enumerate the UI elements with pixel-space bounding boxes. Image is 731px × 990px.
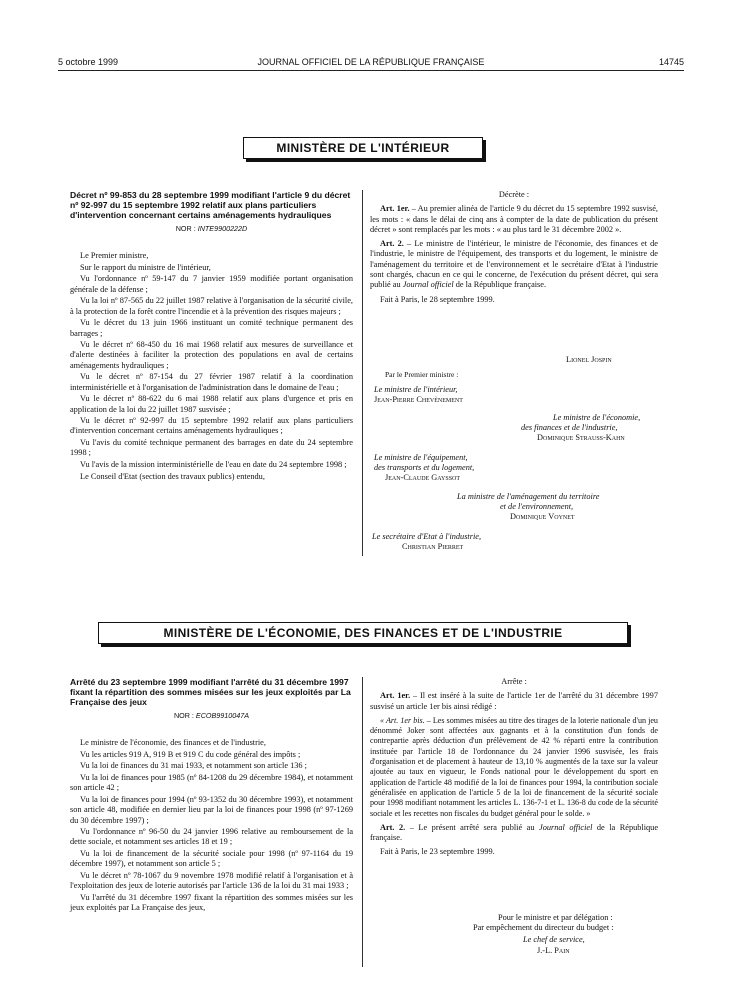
page-header: [58, 57, 684, 71]
visa-line: Vu la loi de finances du 31 mai 1933, et notamment son article 136 ;: [80, 761, 307, 771]
arrete-nor: [70, 711, 353, 721]
visa-line: Vu l'ordonnance nº 96-50 du 24 janvier 1996 relative au remboursement de la dette sociale, et notamment ses articles 18 et 19 ;: [70, 827, 353, 847]
ministry-heading-economie: MINISTÈRE DE L'ÉCONOMIE, DES FINANCES ET DE L'INDUSTRIE: [98, 622, 628, 644]
arrete-article-2: [370, 823, 658, 844]
header-journal: JOURNAL OFFICIEL DE LA RÉPUBLIQUE FRANÇAISE: [257, 57, 485, 67]
visa-line: Le ministre de l'économie, des finances et de l'industrie,: [80, 738, 266, 748]
visa-line: Vu la loi de financement de la sécurité sociale pour 1998 (nº 97-1164 du 19 décembre 1997), et notamment son article 5 ;: [70, 849, 353, 869]
minister-title: des transports et du logement,: [374, 463, 475, 472]
arrete-line: Arrête :: [501, 677, 527, 686]
visa-line: Vu le décret nº 87-154 du 27 février 1987 relatif à la coordination interministérielle et à l'organisation de l'administration dans le domaine de l'eau ;: [70, 372, 353, 392]
decret-nor: [70, 224, 353, 234]
delegation-line: Pour le ministre et par délégation :: [498, 913, 613, 922]
decret-nor-code: INTE9900222D: [197, 224, 248, 233]
signer-title: Le chef de service,: [523, 935, 585, 944]
article-2-text-end: de la République française.: [453, 280, 547, 290]
minister-title: Le ministre de l'économie,: [553, 413, 641, 422]
visa-line: Le Conseil d'Etat (section des travaux publics) entendu,: [80, 471, 265, 481]
article-1-label: Art. 1er.: [380, 204, 410, 214]
article-2-text: – Le ministre de l'intérieur, le ministre de l'économie, des finances et de l'industrie, le ministre de l'équipement, des transports et du logement, le ministre de l'aménagement du territoire et de l'environnement et le secrétaire d'Etat à l'industrie sont chargés, chacun en ce qui le concerne, de l'exécution du présent décret, qui sera publié au: [370, 239, 658, 290]
minister-title: et de l'environnement,: [500, 502, 574, 511]
minister-name: Jean-Pierre Chevènement: [374, 395, 463, 404]
decret-right-column: [370, 190, 658, 306]
visa-line: Vu l'arrêté du 31 décembre 1997 fixant la répartition des sommes misées sur les jeux exploités par La Française des jeux,: [70, 892, 353, 913]
decret-fait-line: Fait à Paris, le 28 septembre 1999.: [380, 294, 495, 304]
minister-title: Le ministre de l'équipement,: [374, 453, 468, 462]
visa-line: Vu le décret du 13 juin 1966 instituant un comité technique permanent des barrages ;: [70, 318, 353, 338]
visa-line: Vu la loi de finances pour 1985 (nº 84-1208 du 29 décembre 1984), et notamment son article 42 ;: [70, 773, 353, 793]
arrete-article-1-bis: [370, 716, 658, 819]
decret-title: Décret nº 99-853 du 28 septembre 1999 modifiant l'article 9 du décret nº 92-997 du 15 septembre 1992 relatif aux plans particuliers d'intervention concernant certains aménagements hydrauliques: [70, 190, 351, 220]
header-date: 5 octobre 1999: [58, 57, 119, 67]
visa-line: Le Premier ministre,: [80, 251, 149, 261]
arrete-left-column: [70, 677, 353, 915]
minister-name: Dominique Voynet: [510, 512, 575, 521]
decret-nor-label: NOR :: [175, 224, 196, 233]
article-1-bis-text: – Les sommes misées au titre des tirages de la loterie nationale d'un jeu dénommé Joker sont affectées aux gagnants et à la constitution d'un fonds de contrepartie après déduction d'un prélèvement de 42 % réparti entre la contribution instituée par l'article 18 de l'ordonnance du 24 janvier 1996 susvisée, les frais d'organisation et de placement à hauteur de 13,10 % augmentés de la taxe sur la valeur ajoutée au taux en vigueur, le Fonds national pour le développement du sport en application de l'article 48 modifié de la loi de finances pour 1994, la contribution sociale généralisée en application de l'article 5 de la loi de financement de la sécurité sociale pour 1998 modifiant notamment les articles L. 136-7-1 et L. 136-8 du code de la sécurité sociale et les recettes non fiscales du budget général pour le solde. »: [370, 715, 658, 818]
signer-name: Lionel Jospin: [566, 355, 612, 364]
visa-line: Vu les articles 919 A, 919 B et 919 C du code général des impôts ;: [80, 749, 301, 759]
column-divider: [362, 190, 363, 556]
decret-article-1: [370, 204, 658, 235]
visa-line: Vu la loi de finances pour 1994 (nº 93-1352 du 30 décembre 1993), et notamment son article 48, modifiée en dernier lieu par la loi de finances pour 1998 (nº 97-1269 du 30 décembre 1997) ;: [70, 794, 353, 825]
minister-name: Dominique Strauss-Kahn: [537, 433, 625, 442]
decret-article-2: [370, 239, 658, 290]
ministry-heading-interieur: MINISTÈRE DE L'INTÉRIEUR: [243, 137, 483, 159]
visa-line: Vu le décret nº 92-997 du 15 septembre 1992 relatif aux plans particuliers d'intervention concernant certains aménagements hydrauliques ;: [70, 416, 353, 436]
arrete-nor-label: NOR :: [173, 711, 194, 720]
minister-title: Le ministre de l'intérieur,: [374, 385, 458, 394]
signer-name: J.-L. Pain: [537, 946, 570, 955]
article-1-text: – Au premier alinéa de l'article 9 du décret du 15 septembre 1992 susvisé, les mots : « dans le délai de cinq ans à compter de la date de publication du présent décret » sont remplacés par les mots : « au plus tard le 31 décembre 2002 ».: [370, 204, 658, 234]
decrete-line: Décrète :: [498, 190, 530, 199]
column-divider: [362, 677, 363, 967]
arrete-right-column: [370, 677, 658, 859]
article-2-text: – Le présent arrêté sera publié au: [405, 822, 540, 832]
visa-line: Vu l'avis de la mission interministérielle de l'eau en date du 24 septembre 1998 ;: [80, 459, 347, 469]
visa-line: Vu le décret nº 68-450 du 16 mai 1968 relatif aux mesures de surveillance et d'alerte destinées à faciliter la protection des populations en aval de certains aménagements hydrauliques ;: [70, 340, 353, 370]
visa-line: Vu le décret nº 78-1067 du 9 novembre 1978 modifié relatif à l'organisation et à l'exploitation des jeux de loterie autorisés par l'article 136 de la loi du 31 mai 1933 ;: [70, 870, 353, 891]
visa-line: Vu la loi nº 87-565 du 22 juillet 1987 relative à l'organisation de la sécurité civile, à la protection de la forêt contre l'incendie et à la prévention des risques majeurs ;: [70, 296, 353, 316]
journal-officiel-ref: Journal officiel: [539, 822, 593, 832]
arrete-nor-code: ECOB9910047A: [195, 711, 250, 720]
par-premier-ministre: Par le Premier ministre :: [385, 370, 459, 379]
article-1-text: – Il est inséré à la suite de l'article 1er de l'arrêté du 31 décembre 1997 susvisé un article 1er bis ainsi rédigé :: [370, 691, 658, 711]
article-1-bis-label: « Art. 1er bis.: [380, 715, 425, 725]
article-2-label: Art. 2.: [380, 822, 406, 832]
minister-title: La ministre de l'aménagement du territoire: [457, 492, 600, 501]
article-2-label: Art. 2.: [380, 239, 404, 249]
arrete-title: Arrêté du 23 septembre 1999 modifiant l'arrêté du 31 décembre 1997 fixant la répartition des sommes misées sur les jeux exploités par La Française des jeux: [70, 677, 351, 707]
visa-line: Vu l'ordonnance nº 59-147 du 7 janvier 1959 modifiée portant organisation générale de la défense ;: [70, 274, 353, 294]
minister-name: Christian Pierret: [402, 542, 464, 551]
decret-left-column: [70, 190, 353, 483]
header-rule: [58, 70, 684, 71]
minister-name: Jean-Claude Gayssot: [385, 473, 461, 482]
article-2-text-end: de la République française.: [370, 822, 658, 843]
arrete-article-1: [370, 691, 658, 712]
visa-line: Sur le rapport du ministre de l'intérieur,: [80, 262, 211, 272]
journal-officiel-ref: Journal officiel: [402, 280, 454, 290]
minister-title: des finances et de l'industrie,: [521, 423, 618, 432]
visa-line: Vu l'avis du comité technique permanent des barrages en date du 24 septembre 1998 ;: [70, 438, 353, 458]
header-page-number: 14745: [658, 57, 684, 67]
minister-title: Le secrétaire d'Etat à l'industrie,: [372, 532, 482, 541]
visa-line: Vu le décret nº 88-622 du 6 mai 1988 relatif aux plans d'urgence et pris en application de la loi du 22 juillet 1987 susvisée ;: [70, 394, 353, 414]
arrete-fait-line: Fait à Paris, le 23 septembre 1999.: [380, 847, 495, 857]
delegation-line: Par empêchement du directeur du budget :: [473, 923, 614, 932]
article-1-label: Art. 1er.: [380, 691, 411, 701]
